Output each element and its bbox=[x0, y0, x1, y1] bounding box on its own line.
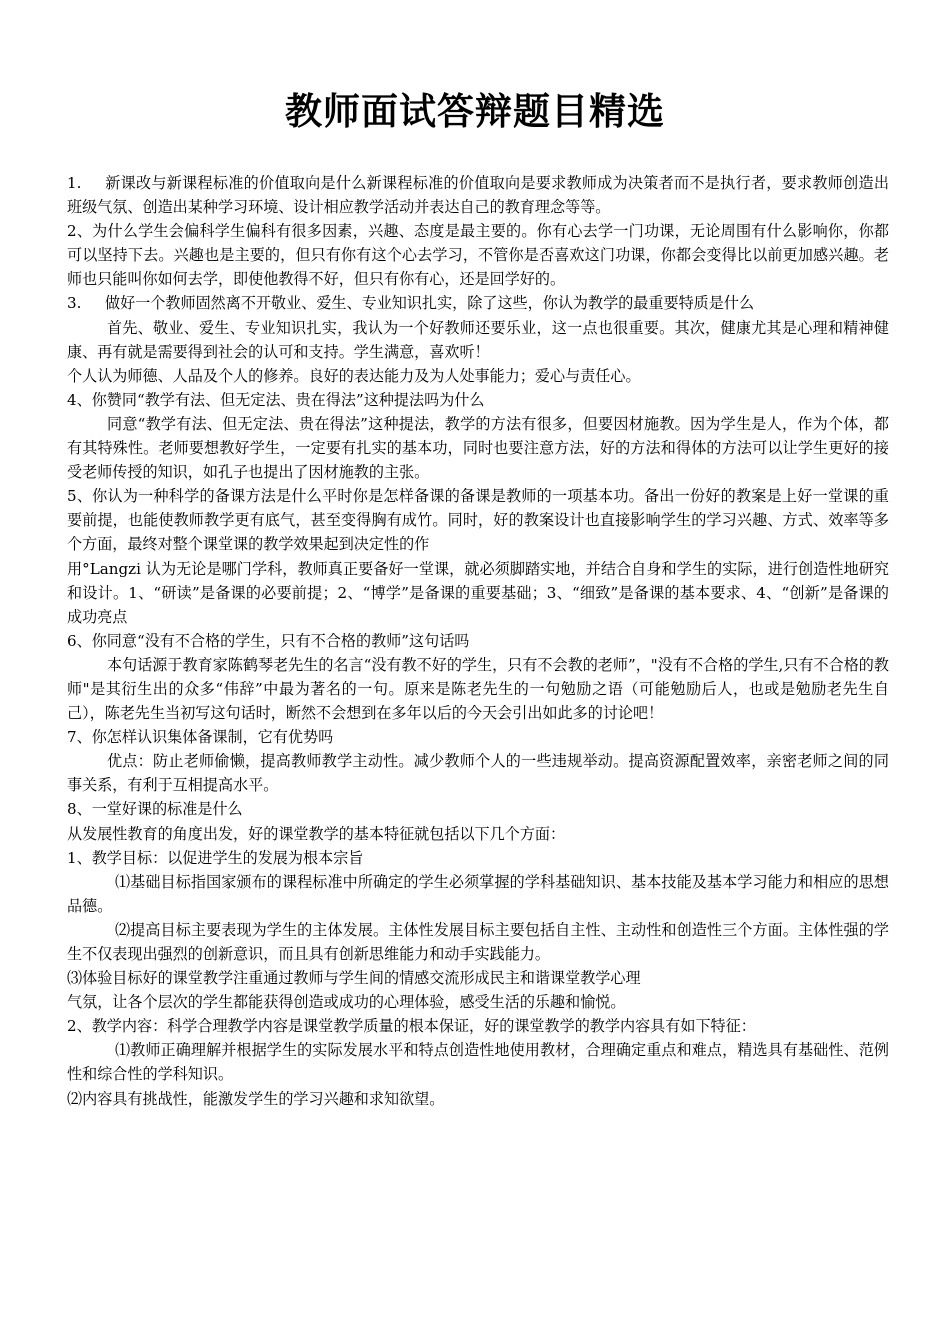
answer-4: 同意“教学有法、但无定法、贵在得法”这种提法，教学的方法有很多，但要因材施教。因为学生是人，作为个体，都有其特殊性。老师要想教好学生，一定要有扎实的基本功，同时也要注意方法，好的方法和得体的方法可以让学生更好的接受老师传授的知识，如孔子也提出了因材施教的主张。 bbox=[67, 414, 889, 482]
question-1-text: 新课改与新课程标准的价值取向是什么新课程标准的价值取向是要求教师成为决策者而不是执行者，要求教师创造出班级气氛、创造出某种学习环境、设计相应教学活动并表达自己的教育理念等等。 bbox=[67, 174, 889, 217]
question-3-number: 3. bbox=[67, 294, 82, 313]
question-3-text: 做好一个教师固然离不开敬业、爱生、专业知识扎实，除了这些，你认为教学的最重要特质是什么 bbox=[105, 294, 755, 313]
answer-8-item-2-paragraph-2: ⑵内容具有挑战性，能激发学生的学习兴趣和求知欲望。 bbox=[67, 1089, 445, 1108]
answer-7: 优点：防止老师偷懒，提高教师教学主动性。减少教师个人的一些违规举动。提高资源配置效率，亲密老师之间的同事关系，有利于互相提高水平。 bbox=[67, 752, 889, 795]
question-5-paragraph-1: 5、你认为一种科学的备课方法是什么平时你是怎样备课的备课是教师的一项基本功。备出一份好的教案是上好一堂课的重要前提，也能使教师教学更有底气，甚至变得胸有成竹。同时，好的教案设计也直接影响学生的学习兴趣、方式、效率等多个方面，最终对整个课堂课的教学效果起到决定性的作 bbox=[67, 487, 889, 554]
answer-3-paragraph-1: 首先、敬业、爱生、专业知识扎实，我认为一个好教师还要乐业，这一点也很重要。其次，健康尤其是心理和精神健康、再有就是需要得到社会的认可和支持。学生满意，喜欢听！ bbox=[67, 318, 889, 361]
answer-8-intro: 从发展性教育的角度出发，好的课堂教学的基本特征就包括以下几个方面： bbox=[67, 824, 566, 843]
answer-3-paragraph-2: 个人认为师德、人品及个人的修养。良好的表达能力及为人处事能力；爱心与责任心。 bbox=[67, 366, 641, 385]
answer-8-item-1-heading: 1、教学目标：以促进学生的发展为根本宗旨 bbox=[67, 848, 364, 867]
question-2: 2、为什么学生会偏科学生偏科有很多因素，兴趣、态度是最主要的。你有心去学一门功课，无论周围有什么影响你，你都可以坚持下去。兴趣也是主要的，但只有你有这个心去学习，不管你是否喜欢这门功课，你都会变得比以前更加感兴趣。老师也只能叫你如何去学，即使他教得不好，但只有你有心，还是回学好的。 bbox=[67, 222, 889, 289]
answer-6: 本句话源于教育家陈鹤琴老先生的名言“没有教不好的学生，只有不会教的老师”，"没有不合格的学生,只有不合格的教师"是其衍生出的众多“伟辞”中最为著名的一句。原来是陈老先生的一句勉励之语（可能勉励后人，也或是勉励老先生自己），陈老先生当初写这句话时，断然不会想到在多年以后的今天会引出如此多的讨论吧！ bbox=[67, 655, 889, 723]
question-1-number: 1. bbox=[67, 174, 82, 192]
answer-8-item-2-heading: 2、教学内容：科学合理教学内容是课堂教学质量的根本保证，好的课堂教学的教学内容具有如下特征： bbox=[67, 1017, 756, 1036]
document-title: 教师面试答辩题目精选 bbox=[285, 90, 665, 133]
answer-8-item-1-paragraph-2: ⑵提高目标主要表现为学生的主体发展。主体性发展目标主要包括自主性、主动性和创造性三个方面。主体性强的学生不仅表现出强烈的创新意识，而且具有创新思维能力和动手实践能力。 bbox=[67, 920, 889, 963]
question-8: 8、一堂好课的标准是什么 bbox=[67, 800, 243, 819]
answer-8-item-2-paragraph-1: ⑴教师正确理解并根据学生的实际发展水平和特点创造性地使用教材，合理确定重点和难点，精选具有基础性、范例性和综合性的学科知识。 bbox=[67, 1041, 889, 1084]
document-body bbox=[67, 171, 889, 1111]
question-1 bbox=[67, 171, 889, 219]
question-5-paragraph-2: 用°Langzi 认为无论是哪门学科，教师真正要备好一堂课，就必须脚踏实地，并结合自身和学生的实际，进行创造性地研究和设计。1、“研读”是备课的必要前提；2、“博学”是备课的重要基础；3、“细致”是备课的基本要求、4、“创新”是备课的成功亮点 bbox=[67, 559, 889, 626]
answer-8-item-1-paragraph-3a: ⑶体验目标好的课堂教学注重通过教师与学生间的情感交流形成民主和谐课堂教学心理 bbox=[67, 969, 641, 988]
question-7: 7、你怎样认识集体备课制，它有优势吗 bbox=[67, 728, 334, 747]
question-4: 4、你赞同“教学有法、但无定法、贵在得法”这种提法吗为什么 bbox=[67, 390, 485, 409]
answer-8-item-1-paragraph-1: ⑴基础目标指国家颁布的课程标准中所确定的学生必须掌握的学科基础知识、基本技能及基本学习能力和相应的思想品德。 bbox=[67, 872, 889, 915]
answer-8-item-1-paragraph-3b: 气氛，让各个层次的学生都能获得创造或成功的心理体验，感受生活的乐趣和愉悦。 bbox=[67, 993, 626, 1012]
question-6: 6、你同意“没有不合格的学生，只有不合格的教师”这句话吗 bbox=[67, 631, 470, 650]
question-3 bbox=[67, 291, 889, 315]
